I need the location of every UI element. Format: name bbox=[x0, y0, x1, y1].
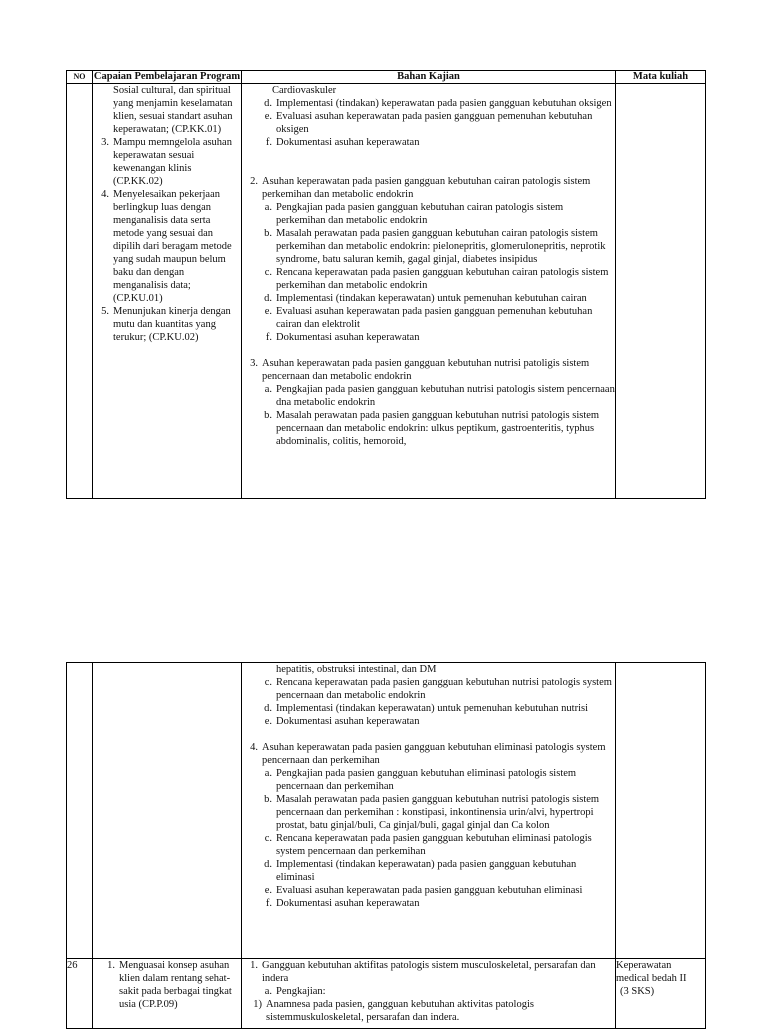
course-name: Keperawatan medical bedah II bbox=[616, 960, 687, 984]
list-marker: a. bbox=[264, 986, 272, 997]
section-item bbox=[242, 741, 615, 767]
list-marker: a. bbox=[264, 202, 272, 213]
list-marker: e. bbox=[264, 716, 272, 727]
list-text: Menyelesaikan pekerjaan berlingkup luas dengan menganalisis data serta metode yang sesuai dan dipilih dari beragam metode yang sudah maupun belum baku dan dengan menganalisis data; (CP.KU.01) bbox=[113, 189, 232, 304]
list-item bbox=[242, 676, 615, 702]
list-item bbox=[242, 383, 615, 409]
list-text: Dokumentasi asuhan keperawatan bbox=[276, 332, 420, 343]
list-item bbox=[242, 858, 615, 884]
list-marker: 5. bbox=[101, 306, 109, 317]
section-text: Gangguan kebutuhan aktifitas patologis sistem musculoskeletal, persarafan dan indera bbox=[262, 960, 596, 984]
list-marker: f. bbox=[265, 137, 272, 148]
list-marker: 1) bbox=[253, 999, 262, 1010]
list-text: Evaluasi asuhan keperawatan pada pasien gangguan kebutuhan eliminasi bbox=[276, 885, 583, 896]
list-text: Masalah perawatan pada pasien gangguan kebutuhan cairan patologis sistem perkemihan dan metabolic endokrin: pielonepritis, glomerulonepritis, neprotik syndrome, batu saluran kemih, gagal ginjal, diabetes insipidus bbox=[276, 228, 606, 265]
cell-bahan-kajian bbox=[242, 959, 616, 1029]
cell-bahan-kajian bbox=[242, 663, 616, 959]
list-text: Mampu memngelola asuhan keperawatan sesuai kewenangan klinis (CP.KK.02) bbox=[113, 137, 232, 187]
bahan-carry-text: hepatitis, obstruksi intestinal, dan DM bbox=[276, 664, 437, 675]
list-item bbox=[242, 266, 615, 292]
list-item bbox=[242, 97, 615, 110]
list-text: Rencana keperawatan pada pasien gangguan kebutuhan eliminasi patologis system pencernaan dan perkemihan bbox=[276, 833, 592, 857]
list-item bbox=[242, 897, 615, 910]
list-marker: e. bbox=[264, 111, 272, 122]
table-row bbox=[67, 959, 706, 1029]
list-marker: 1. bbox=[107, 960, 115, 971]
header-mata-kuliah: Mata kuliah bbox=[616, 71, 706, 84]
section-marker: 1. bbox=[250, 960, 258, 971]
list-item bbox=[242, 201, 615, 227]
cell-no bbox=[67, 663, 93, 959]
list-item bbox=[93, 188, 241, 305]
section-marker: 4. bbox=[250, 742, 258, 753]
section-item bbox=[242, 357, 615, 383]
list-item bbox=[242, 884, 615, 897]
list-item bbox=[242, 292, 615, 305]
list-marker: 3. bbox=[101, 137, 109, 148]
list-item bbox=[242, 110, 615, 136]
list-marker: a. bbox=[264, 768, 272, 779]
list-text: Rencana keperawatan pada pasien gangguan kebutuhan cairan patologis sistem perkemihan dan metabolic endokrin bbox=[276, 267, 609, 291]
document-page-1 bbox=[0, 70, 768, 499]
list-item bbox=[242, 767, 615, 793]
list-text: Implementasi (tindakan) keperawatan pada pasien gangguan kebutuhan oksigen bbox=[276, 98, 612, 109]
list-text: Dokumentasi asuhan keperawatan bbox=[276, 898, 420, 909]
list-item bbox=[93, 136, 241, 188]
curriculum-table-2 bbox=[66, 662, 706, 1029]
cell-mata-kuliah bbox=[616, 84, 706, 499]
cell-capaian bbox=[93, 959, 242, 1029]
section-item bbox=[242, 175, 615, 201]
section-item bbox=[242, 959, 615, 985]
table-row bbox=[67, 84, 706, 499]
cell-capaian bbox=[93, 663, 242, 959]
list-text: Masalah perawatan pada pasien gangguan kebutuhan nutrisi patologis sistem pencernaan dan perkemihan : konstipasi, inkontinensia urin/alvi, hypertropi prostat, batu ginjal/buli, Ca ginjal/buli, gagal ginjal dan Ca kolon bbox=[276, 794, 600, 831]
list-marker: d. bbox=[264, 98, 272, 109]
list-text: Menunjukan kinerja dengan mutu dan kuantitas yang terukur; (CP.KU.02) bbox=[113, 306, 231, 343]
list-marker: e. bbox=[264, 885, 272, 896]
list-item bbox=[242, 227, 615, 266]
list-text: Evaluasi asuhan keperawatan pada pasien gangguan pemenuhan kebutuhan cairan dan elektrolit bbox=[276, 306, 593, 330]
list-text: Implementasi (tindakan keperawatan) untuk pemenuhan kebutuhan nutrisi bbox=[276, 703, 588, 714]
list-item bbox=[93, 305, 241, 344]
list-text: Implementasi (tindakan keperawatan) untuk pemenuhan kebutuhan cairan bbox=[276, 293, 587, 304]
section-text: Asuhan keperawatan pada pasien gangguan kebutuhan nutrisi patoligis sistem pencernaan dan metabolic endokrin bbox=[262, 358, 590, 382]
list-text: Anamnesa pada pasien, gangguan kebutuhan aktivitas patologis sistemmuskuloskeletal, persarafan dan indera. bbox=[266, 999, 534, 1023]
section-marker: 2. bbox=[250, 176, 258, 187]
list-marker: 4. bbox=[101, 189, 109, 200]
table-header-row bbox=[67, 71, 706, 84]
list-item bbox=[93, 959, 241, 1011]
table-row bbox=[67, 663, 706, 959]
cell-mata-kuliah bbox=[616, 663, 706, 959]
cell-mata-kuliah bbox=[616, 959, 706, 1029]
course-credits: (3 SKS) bbox=[620, 986, 655, 997]
list-text: Pengkajian pada pasien gangguan kebutuhan eliminasi patologis sistem pencernaan dan perkemihan bbox=[276, 768, 577, 792]
capaian-intro: Sosial cultural, dan spiritual yang menjamin keselamatan klien, sesuai standart asuhan keperawatan; (CP.KK.01) bbox=[113, 85, 233, 135]
list-item bbox=[242, 702, 615, 715]
list-marker: c. bbox=[264, 677, 272, 688]
list-text: Rencana keperawatan pada pasien gangguan kebutuhan nutrisi patologis system pencernaan dan metabolic endokrin bbox=[276, 677, 612, 701]
section-text: Asuhan keperawatan pada pasien gangguan kebutuhan cairan patologis sistem perkemihan dan metabolic endokrin bbox=[262, 176, 591, 200]
list-text: Pengkajian pada pasien gangguan kebutuhan cairan patologis sistem perkemihan dan metabolic endokrin bbox=[276, 202, 564, 226]
list-marker: d. bbox=[264, 703, 272, 714]
list-item bbox=[242, 715, 615, 728]
header-bahan-kajian: Bahan Kajian bbox=[242, 71, 616, 84]
list-text: Masalah perawatan pada pasien gangguan kebutuhan nutrisi patologis sistem pencernaan dan metabolic endokrin: ulkus peptikum, gastroenteritis, typhus abdominalis, colitis, hemoroid, bbox=[276, 410, 600, 447]
list-text: Implementasi (tindakan keperawatan) pada pasien gangguan kebutuhan eliminasi bbox=[276, 859, 577, 883]
list-marker: e. bbox=[264, 306, 272, 317]
list-marker: d. bbox=[264, 859, 272, 870]
list-marker: d. bbox=[264, 293, 272, 304]
list-item bbox=[242, 832, 615, 858]
list-text: Menguasai konsep asuhan klien dalam rentang sehat-sakit pada berbagai tingkat usia (CP.P.09) bbox=[119, 960, 232, 1010]
cell-no bbox=[67, 84, 93, 499]
list-item bbox=[242, 985, 615, 998]
list-marker: b. bbox=[264, 794, 272, 805]
list-text: Dokumentasi asuhan keperawatan bbox=[276, 716, 420, 727]
header-capaian: Capaian Pembelajaran Program bbox=[93, 71, 241, 82]
list-item bbox=[242, 998, 615, 1024]
list-item bbox=[242, 136, 615, 149]
list-text: Dokumentasi asuhan keperawatan bbox=[276, 137, 420, 148]
list-marker: b. bbox=[264, 228, 272, 239]
cell-bahan-kajian bbox=[242, 84, 616, 499]
cell-no: 26 bbox=[67, 959, 93, 1029]
list-item bbox=[242, 409, 615, 448]
document-page-2 bbox=[0, 662, 768, 1029]
list-marker: c. bbox=[264, 267, 272, 278]
list-text: Pengkajian: bbox=[276, 986, 326, 997]
list-item bbox=[242, 793, 615, 832]
list-item bbox=[242, 305, 615, 331]
list-text: Pengkajian pada pasien gangguan kebutuhan nutrisi patologis sistem pencernaan dna metabolic endokrin bbox=[276, 384, 615, 408]
list-marker: f. bbox=[265, 332, 272, 343]
list-marker: c. bbox=[264, 833, 272, 844]
section-marker: 3. bbox=[250, 358, 258, 369]
header-no: NO bbox=[67, 71, 93, 84]
cell-capaian bbox=[93, 84, 242, 499]
bahan-carry-text: Cardiovaskuler bbox=[272, 85, 337, 96]
list-marker: a. bbox=[264, 384, 272, 395]
section-text: Asuhan keperawatan pada pasien gangguan kebutuhan eliminasi patologis system pencernaan dan perkemihan bbox=[262, 742, 606, 766]
list-marker: f. bbox=[265, 898, 272, 909]
list-text: Evaluasi asuhan keperawatan pada pasien gangguan pemenuhan kebutuhan oksigen bbox=[276, 111, 593, 135]
list-marker: b. bbox=[264, 410, 272, 421]
curriculum-table-1 bbox=[66, 70, 706, 499]
list-item bbox=[242, 331, 615, 344]
